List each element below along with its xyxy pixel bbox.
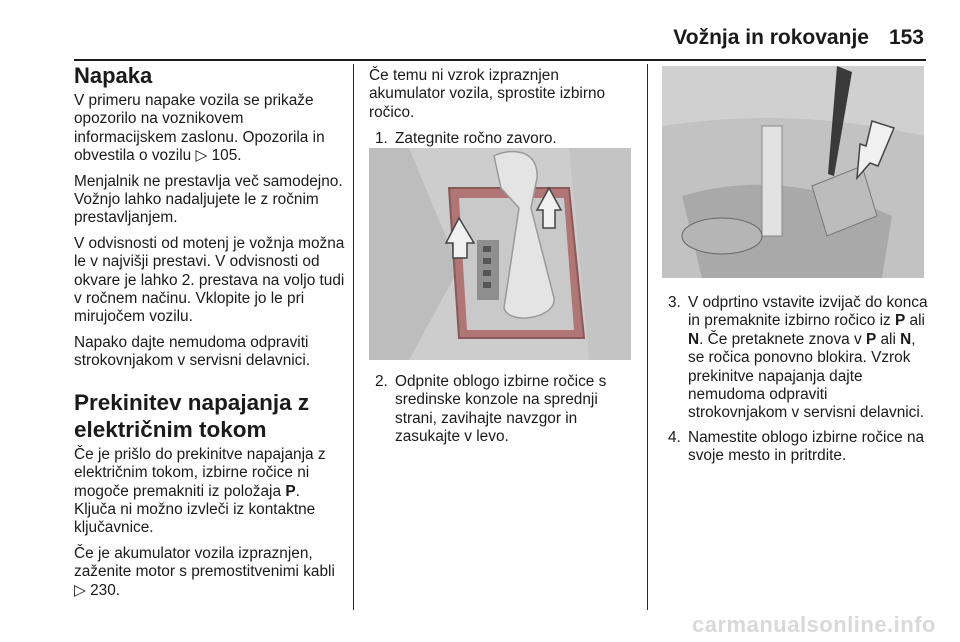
- heading-power-failure: Prekinitev napajanja z električnim tokom: [74, 389, 310, 442]
- paragraph: V primeru napake vozila se prikaže opozorilo na voznikovem informacijskem zaslonu. Opozorila in obvestila o vozilu ▷ 105.: [74, 92, 325, 165]
- intro-paragraph: Če temu ni vzrok izpraznjen akumulator vozila, sprostite izbirno ročico.: [369, 67, 606, 121]
- page-ref-link[interactable]: 230.: [90, 581, 121, 599]
- section-title: Vožnja in rokovanje: [673, 26, 869, 49]
- page-number: 153: [888, 26, 924, 49]
- paragraph: Če je prišlo do prekinitve napajanja z električnim tokom, izbirne ročice ni mogoče premakniti iz položaja P. Ključa ni možno izvleči iz kontaktne ključavnice.: [74, 445, 326, 537]
- screwdriver-figure: [662, 66, 924, 278]
- paragraph: Menjalnik ne prestavlja več samodejno. Vožnjo lahko nadaljujete le z ročnim prestavljanjem.: [74, 172, 343, 227]
- watermark-logo: carmanualsonline.info: [692, 612, 936, 637]
- column-2: [369, 67, 634, 149]
- column-divider-2: [647, 64, 648, 610]
- page-header: [673, 26, 924, 56]
- heading-napaka: Napaka: [74, 63, 153, 88]
- paragraph: V odvisnosti od motenj je vožnja možna le v najvišji prestavi. V odvisnosti od okvare je lahko 2. prestava na voljo tudi v ročnem načinu. Vklopite jo le pri mirujočem vozilu.: [74, 234, 345, 326]
- gear-lever-illustration: [369, 148, 631, 360]
- step-2: 2. Odpnite oblogo izbirne ročice s sredinske konzole na sprednji strani, zavihajte navzgor in zasukajte v levo.: [375, 373, 607, 446]
- page-ref-icon: ▷: [195, 147, 212, 165]
- screwdriver-illustration: [662, 66, 924, 278]
- gear-lever-figure: [369, 148, 631, 360]
- step-3: 3. V odprtino vstavite izvijač do konca in premaknite izbirno ročico iz P ali N. Če pretaknete znova v P ali N, se ročica ponovno blokira. Vzrok prekinitve napajanja dajte nemudoma odpraviti strokovnjakom v servisni delavnici.: [668, 294, 928, 422]
- column-3: [668, 294, 930, 466]
- header-rule: [74, 59, 926, 61]
- column-1: [74, 63, 346, 607]
- paragraph: Če je akumulator vozila izpraznjen, zaženite motor s premostitvenimi kabli ▷ 230.: [74, 544, 335, 599]
- column-divider-1: [353, 64, 354, 610]
- paragraph: Napako dajte nemudoma odpraviti strokovnjakom v servisni delavnici.: [74, 333, 311, 370]
- page-ref-icon: ▷: [74, 581, 91, 599]
- page-ref-link[interactable]: 105.: [211, 147, 242, 165]
- step-1: 1. Zategnite ročno zavoro.: [375, 130, 557, 148]
- column-2-lower: [375, 373, 637, 447]
- step-4: 4. Namestite oblogo izbirne ročice na svoje mesto in pritrdite.: [668, 428, 925, 465]
